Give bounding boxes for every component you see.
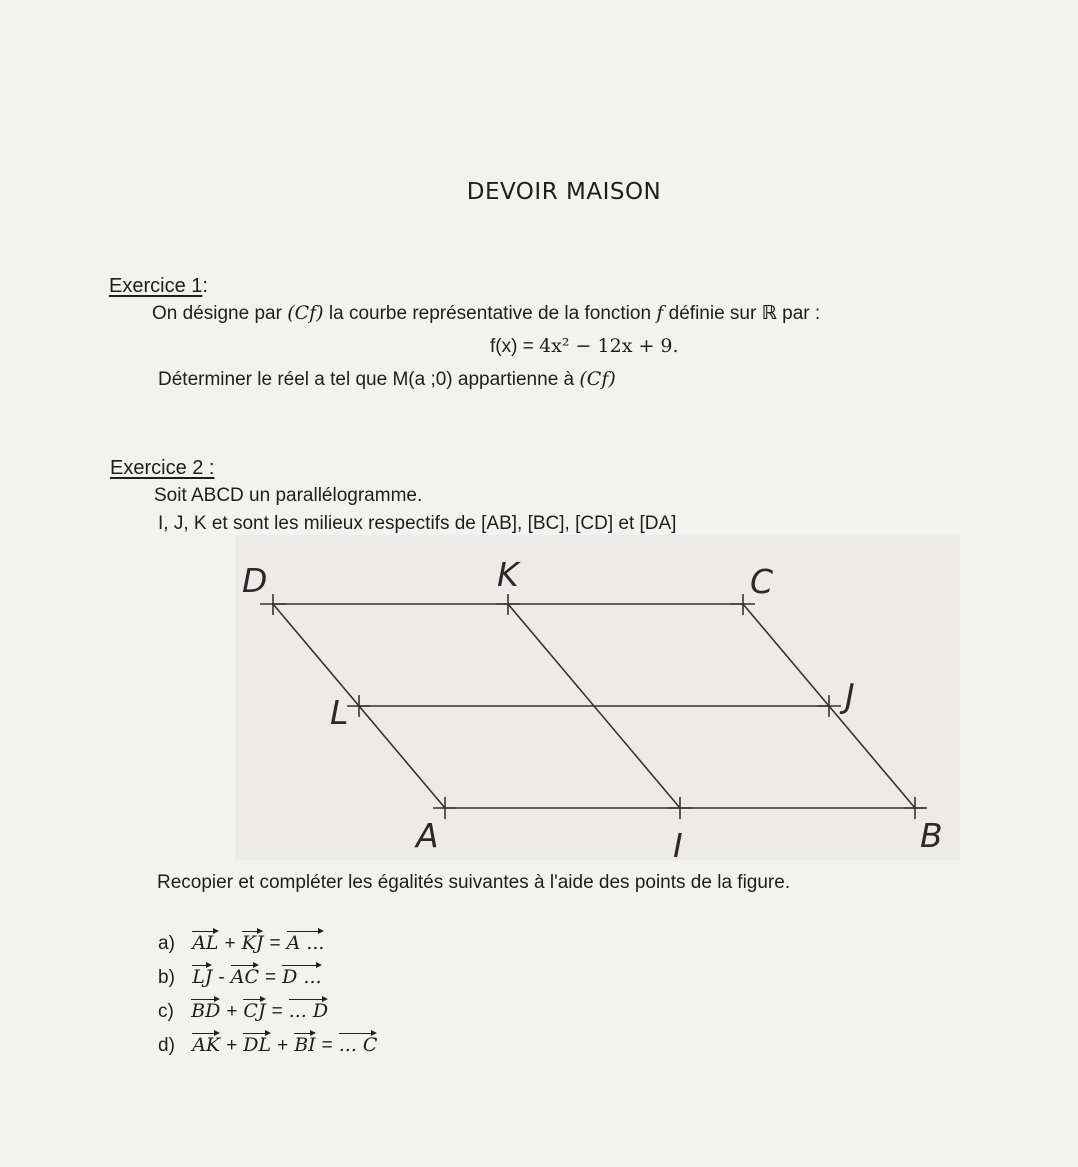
vector-2: CJ	[243, 996, 265, 1022]
operator-2: +	[277, 1035, 289, 1056]
ex1-formula-left: f(x) =	[490, 336, 540, 357]
exercise-2-line-1: Soit ABCD un parallélogramme.	[154, 485, 423, 506]
ex1-formula-right: 4x² − 12x + 9.	[539, 335, 679, 357]
vector-3: BI	[294, 1030, 315, 1056]
vector-1: LJ	[192, 962, 212, 988]
ex1-text-d: par :	[776, 303, 821, 324]
ex1-curve-name-2: (Cf)	[579, 368, 616, 390]
ex1-function-name: f	[656, 302, 664, 324]
ex1-real-set: ℝ	[761, 302, 777, 324]
ex1-question: Déterminer le réel a tel que M(a ;0) appartienne à	[158, 369, 580, 390]
page-title: DEVOIR MAISON	[466, 179, 662, 205]
list-item	[158, 962, 324, 989]
exercise-1-heading-colon: :	[202, 275, 208, 297]
exercise-1-formula	[490, 335, 679, 358]
vector-2: KJ	[242, 928, 264, 954]
exercise-2-heading-text: Exercice 2	[110, 457, 204, 479]
equals-sign: =	[271, 1001, 283, 1022]
list-item	[158, 1030, 379, 1057]
exercise-2-line-2: I, J, K et sont les milieux respectifs de [AB], [BC], [CD] et [DA]	[158, 513, 677, 534]
exercise-1-heading	[109, 275, 208, 298]
result-vector: ... D	[289, 996, 328, 1022]
label-point-c: C	[750, 562, 774, 601]
vector-2: AC	[231, 962, 259, 988]
item-label: a)	[158, 933, 175, 954]
label-point-l: L	[330, 693, 349, 732]
item-label: b)	[158, 967, 175, 988]
result-vector: ... C	[339, 1030, 378, 1056]
exercise-1-line-3	[158, 368, 616, 391]
item-label: d)	[158, 1035, 175, 1056]
label-point-b: B	[920, 816, 943, 855]
ex1-text-a: On désigne par	[152, 303, 288, 324]
operator: -	[218, 967, 225, 988]
vector-2: DL	[243, 1030, 271, 1056]
operator: +	[226, 1001, 238, 1022]
label-point-a: A	[416, 816, 439, 855]
ex1-curve-name: (Cf)	[287, 302, 324, 324]
exercise-2-instruction: Recopier et compléter les égalités suivantes à l'aide des points de la figure.	[157, 872, 791, 893]
list-item	[158, 928, 326, 955]
vector-1: AK	[192, 1030, 220, 1056]
label-point-d: D	[242, 561, 268, 600]
label-point-i: I	[673, 826, 683, 860]
parallelogram-figure	[230, 535, 960, 860]
vector-1: BD	[191, 996, 220, 1022]
equals-sign: =	[265, 967, 277, 988]
vector-1: AL	[192, 928, 218, 954]
exercise-1-line-1	[152, 302, 820, 325]
exercise-1-heading-text: Exercice 1	[109, 275, 203, 297]
ex1-text-c: définie sur	[663, 303, 762, 324]
label-point-j: J	[845, 676, 855, 715]
label-point-k: K	[497, 555, 519, 594]
ex1-text-b: la courbe représentative de la fonction	[323, 303, 657, 324]
exercise-2-heading-colon: :	[203, 457, 215, 479]
operator: +	[226, 1035, 238, 1056]
result-vector: A ...	[287, 928, 325, 954]
operator: +	[224, 933, 236, 954]
item-label: c)	[158, 1001, 174, 1022]
equals-sign: =	[321, 1035, 333, 1056]
equals-sign: =	[269, 933, 281, 954]
list-item	[158, 996, 330, 1023]
exercise-2-heading	[110, 457, 215, 480]
result-vector: D ...	[282, 962, 321, 988]
